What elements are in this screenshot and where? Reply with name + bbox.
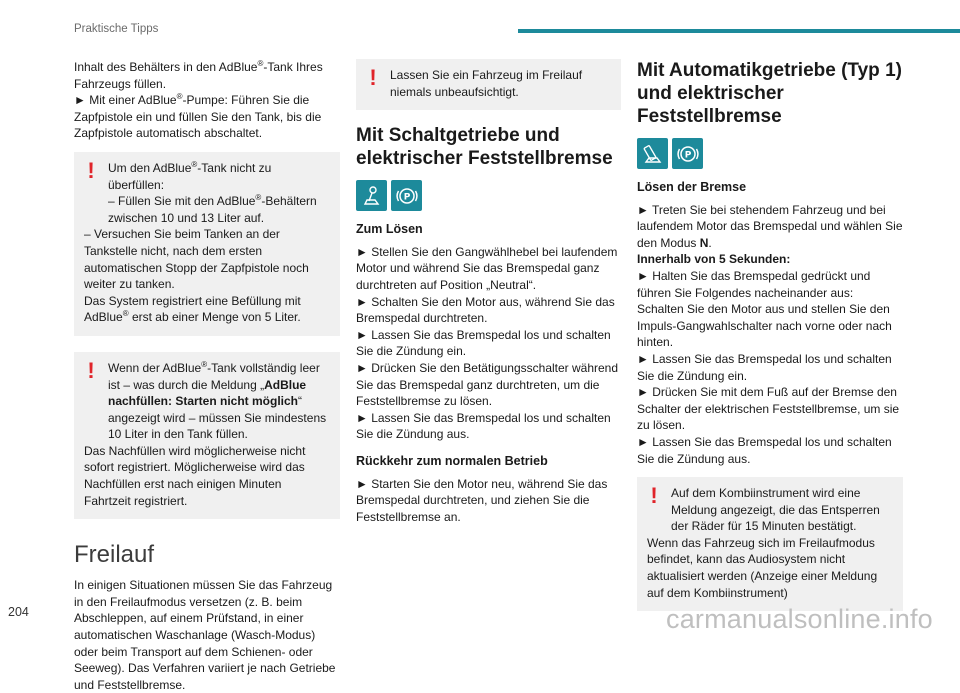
manual-gearbox-heading: Mit Schaltgetriebe und elektrischer Feststellbremse	[356, 125, 613, 170]
svg-text:P: P	[684, 150, 691, 160]
unattended-warning-note: ! Lassen Sie ein Fahrzeug im Freilauf niemals unbeaufsichtigt.	[356, 59, 621, 110]
step-text: ► Schalten Sie den Motor aus, während Sie das Bremspedal durchtreten.	[356, 294, 615, 326]
parking-brake-icon	[391, 180, 422, 211]
intro-text: Inhalt des Behälters in den AdBlue®-Tank Ihres Fahrzeugs füllen.	[74, 59, 323, 91]
watermark: carmanualsonline.info	[666, 604, 933, 634]
page-number: 204	[8, 605, 29, 619]
instrument-warning-note: ! Auf dem Kombiinstrument wird eine Meldung angezeigt, die das Entsperren der Räder für 15 Minuten bestätigt. Wenn das Fahrzeug sich im Freilaufmodus befindet, kann das Audiosystem nicht aktualisiert werden (Anzeige einer Meldung auf dem Kombiinstrument)	[637, 477, 903, 611]
overfill-warning-note: ! Um den AdBlue®-Tank nicht zu überfüllen: – Füllen Sie mit den AdBlue®-Behältern zwischen 10 und 13 Liter auf. – Versuchen Sie beim Tanken an der Tankstelle nicht, nach dem ersten automatischen Stopp der Zapfpistole noch weiter zu tanken. Das System registriert eine Befüllung mit AdBlue® erst ab einer Menge von 5 Liter.	[74, 152, 340, 336]
icon-row	[637, 138, 903, 169]
pump-step: ► Mit einer AdBlue®-Pumpe: Führen Sie die Zapfpistole ein und füllen Sie den Tank, bis die Zapfpistole automatisch abschaltet.	[74, 92, 322, 141]
column-middle	[356, 59, 621, 525]
freilauf-text: In einigen Situationen müssen Sie das Fahrzeug in den Freilaufmodus versetzen (z. B. beim Abschleppen, auf einem Prüfstand, in einer automatischen Waschanlage (Wasch-Modus) oder beim Transport auf dem Schienen- oder Seeweg). Das Verfahren variiert je nach Getriebe und Feststellbremse.	[74, 578, 336, 692]
step-text: ► Lassen Sie das Bremspedal los und schalten Sie die Zündung ein.	[356, 327, 611, 359]
release-subheading: Zum Lösen	[356, 222, 423, 237]
step-text: ► Drücken Sie mit dem Fuß auf der Bremse den Schalter der elektrischen Feststellbremse, um sie zu lösen.	[637, 385, 900, 433]
release-brake-subheading: Lösen der Bremse	[637, 180, 747, 194]
warning-icon: !	[87, 157, 95, 183]
warning-icon: !	[650, 483, 658, 509]
icon-row	[356, 180, 621, 211]
column-right	[637, 59, 903, 611]
step-text: ► Treten Sie bei stehendem Fahrzeug und bei laufendem Motor das Bremspedal und wählen Sie den Modus N.	[637, 202, 903, 250]
gear-lever-icon	[356, 180, 387, 211]
step-text: ► Lassen Sie das Bremspedal los und schalten Sie die Zündung ein.	[637, 351, 892, 383]
warning-icon: !	[87, 357, 95, 383]
column-left	[74, 59, 340, 693]
header-accent-bar	[518, 29, 960, 33]
step-text: ► Lassen Sie das Bremspedal los und schalten Sie die Zündung aus.	[637, 434, 892, 466]
empty-tank-warning-note: ! Wenn der AdBlue®-Tank vollständig leer ist – was durch die Meldung „AdBlue nachfüllen: Starten nicht möglich“ angezeigt wird – müssen Sie mindestens 10 Liter in den Tank füllen. Das Nachfüllen wird möglicherweise nicht sofort registriert. Möglicherweise wird das Nachfüllen erst nach einigen Minuten Fahrtzeit registriert.	[74, 352, 340, 519]
step-text: ► Drücken Sie den Betätigungsschalter während Sie das Bremspedal ganz durchtreten, um die Feststellbremse zu lösen.	[356, 360, 619, 409]
warning-icon: !	[369, 65, 377, 90]
automatic-gearbox-icon	[637, 138, 668, 169]
step-text: ► Stellen Sie den Gangwählhebel bei laufendem Motor und während Sie das Bremspedal ganz durchtreten auf Position „Neutral“.	[356, 244, 618, 292]
section-title-freilauf: Freilauf	[74, 541, 155, 569]
step-text: ► Starten Sie den Motor neu, während Sie das Bremspedal durchtreten, und ziehen Sie die Feststellbremse an.	[356, 476, 608, 524]
automatic-gearbox-heading: Mit Automatikgetriebe (Typ 1) und elektrischer Feststellbremse	[637, 60, 902, 127]
running-header: Praktische Tipps	[74, 23, 159, 35]
within-label: Innerhalb von 5 Sekunden:	[637, 252, 791, 267]
step-text: ► Lassen Sie das Bremspedal los und schalten Sie die Zündung aus.	[356, 410, 611, 442]
step-text: ► Halten Sie das Bremspedal gedrückt und führen Sie Folgendes nacheinander aus: Schalten Sie den Motor aus und stellen Sie den Impuls-Gangwahlschalter nach vorne oder nach hinten.	[637, 268, 892, 350]
parking-brake-icon	[672, 138, 703, 169]
return-subheading: Rückkehr zum normalen Betrieb	[356, 453, 548, 468]
svg-text:P: P	[403, 192, 410, 203]
